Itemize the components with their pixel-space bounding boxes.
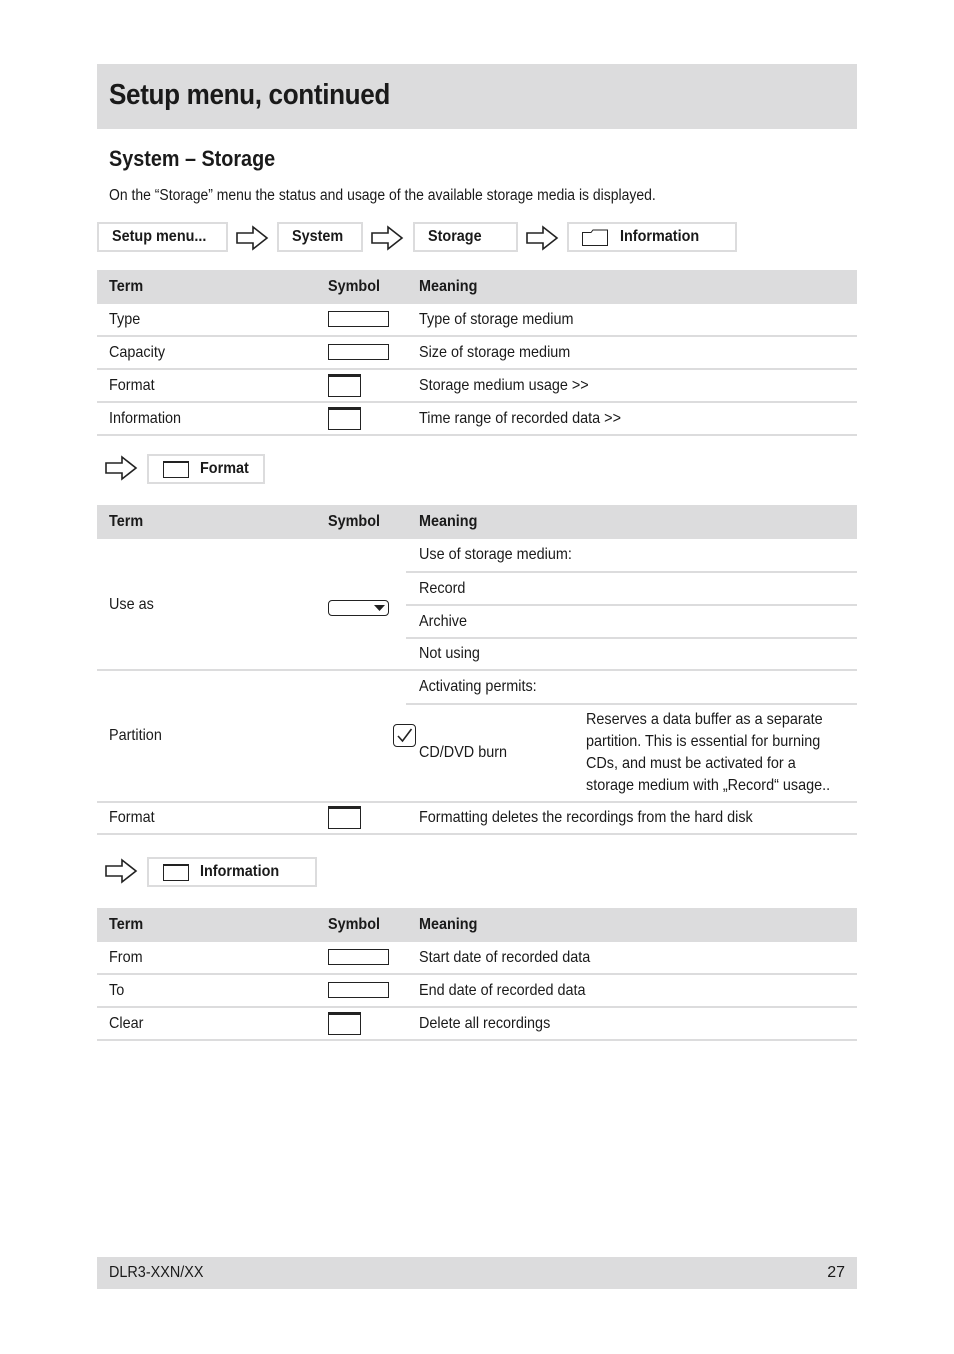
term-to: To: [109, 981, 125, 999]
tab-button-icon: [328, 407, 361, 430]
crumb-information[interactable]: [567, 222, 737, 252]
partition-caption: Activating permits:: [419, 678, 537, 695]
meaning-type: Type of storage medium: [419, 310, 574, 328]
term-format: Format: [109, 809, 155, 826]
folder-icon: [582, 229, 608, 246]
partition-option-desc: Reserves a data buffer as a separate: [586, 711, 823, 728]
crumb-storage[interactable]: [413, 222, 518, 252]
information-nav-label: Information: [200, 863, 280, 880]
term-information: Information: [109, 409, 182, 427]
table-header-row: [97, 270, 857, 304]
checkmark-icon: [396, 727, 413, 744]
term-use-as: Use as: [109, 596, 154, 613]
partition-option-desc: CDs, and must be activated for a: [586, 755, 796, 772]
header-term: Term: [109, 916, 144, 933]
arrow-right-icon: [104, 455, 138, 481]
divider: [406, 637, 857, 639]
information-table: [97, 908, 857, 1041]
divider: [97, 669, 857, 671]
crumb-system[interactable]: [277, 222, 363, 252]
meaning-format: Formatting deletes the recordings from the hard disk: [419, 809, 753, 826]
table-row: [97, 369, 857, 402]
table-row: [97, 336, 857, 369]
chevron-down-icon: [374, 605, 385, 612]
header-symbol: Symbol: [328, 278, 381, 295]
term-type: Type: [109, 310, 141, 328]
format-nav-button[interactable]: [147, 454, 265, 484]
tab-button-icon: [163, 864, 189, 881]
crumb-label: System: [292, 228, 344, 245]
term-clear: Clear: [109, 1014, 144, 1032]
divider: [406, 571, 857, 573]
tab-button-icon: [328, 374, 361, 397]
meaning-format: Storage medium usage >>: [419, 376, 589, 394]
arrow-right-icon: [235, 225, 269, 251]
arrow-right-icon: [525, 225, 559, 251]
table-row: [97, 942, 857, 974]
arrow-right-icon: [370, 225, 404, 251]
meaning-capacity: Size of storage medium: [419, 343, 571, 361]
crumb-setup-menu[interactable]: [97, 222, 228, 252]
storage-table: [97, 270, 857, 436]
divider: [97, 801, 857, 803]
divider: [406, 604, 857, 606]
term-partition: Partition: [109, 727, 162, 744]
use-as-option-record: Record: [419, 580, 466, 597]
page-header: [97, 64, 857, 129]
use-as-option-archive: Archive: [419, 613, 468, 630]
header-term: Term: [109, 513, 144, 530]
header-symbol: Symbol: [328, 916, 381, 933]
checkbox-icon: [393, 724, 416, 747]
meaning-from: Start date of recorded data: [419, 948, 591, 966]
term-format: Format: [109, 376, 155, 394]
header-meaning: Meaning: [419, 513, 478, 530]
divider: [97, 833, 857, 835]
dropdown-icon: [328, 600, 389, 616]
partition-option-desc: partition. This is essential for burning: [586, 733, 821, 750]
text-field-icon: [328, 311, 389, 327]
table-header-row: [97, 908, 857, 942]
section-title: System – Storage: [109, 146, 276, 171]
text-field-icon: [328, 344, 389, 360]
use-as-option-not-using: Not using: [419, 645, 480, 662]
meaning-to: End date of recorded data: [419, 981, 586, 999]
table-row: [97, 1007, 857, 1040]
page-number: 27: [827, 1264, 845, 1281]
format-nav-label: Format: [200, 460, 249, 477]
crumb-label: Storage: [428, 228, 482, 245]
meaning-clear: Delete all recordings: [419, 1014, 551, 1032]
term-from: From: [109, 948, 143, 966]
model-number: DLR3-XXN/XX: [109, 1264, 204, 1281]
information-nav-button[interactable]: [147, 857, 317, 887]
page-footer: [97, 1257, 857, 1289]
partition-option-desc: storage medium with „Record“ usage..: [586, 777, 831, 794]
table-row: [97, 402, 857, 435]
intro-text: On the “Storage” menu the status and usage of the available storage media is displayed.: [109, 187, 656, 204]
crumb-label: Setup menu...: [112, 228, 207, 245]
header-symbol: Symbol: [328, 513, 381, 530]
table-row: [97, 974, 857, 1007]
table-header-row: [97, 505, 857, 539]
crumb-label: Information: [620, 228, 700, 245]
table-row: [97, 304, 857, 336]
tab-button-icon: [163, 461, 189, 478]
text-field-icon: [328, 949, 389, 965]
divider: [406, 703, 857, 705]
use-as-caption: Use of storage medium:: [419, 546, 572, 563]
header-meaning: Meaning: [419, 916, 478, 933]
term-capacity: Capacity: [109, 343, 166, 361]
text-field-icon: [328, 982, 389, 998]
partition-option-cd-dvd-burn: CD/DVD burn: [419, 744, 508, 761]
header-meaning: Meaning: [419, 278, 478, 295]
arrow-right-icon: [104, 858, 138, 884]
header-term: Term: [109, 278, 144, 295]
tab-button-icon: [328, 1012, 361, 1035]
page-title: Setup menu, continued: [109, 79, 390, 111]
meaning-information: Time range of recorded data >>: [419, 409, 621, 427]
tab-button-icon: [328, 806, 361, 829]
